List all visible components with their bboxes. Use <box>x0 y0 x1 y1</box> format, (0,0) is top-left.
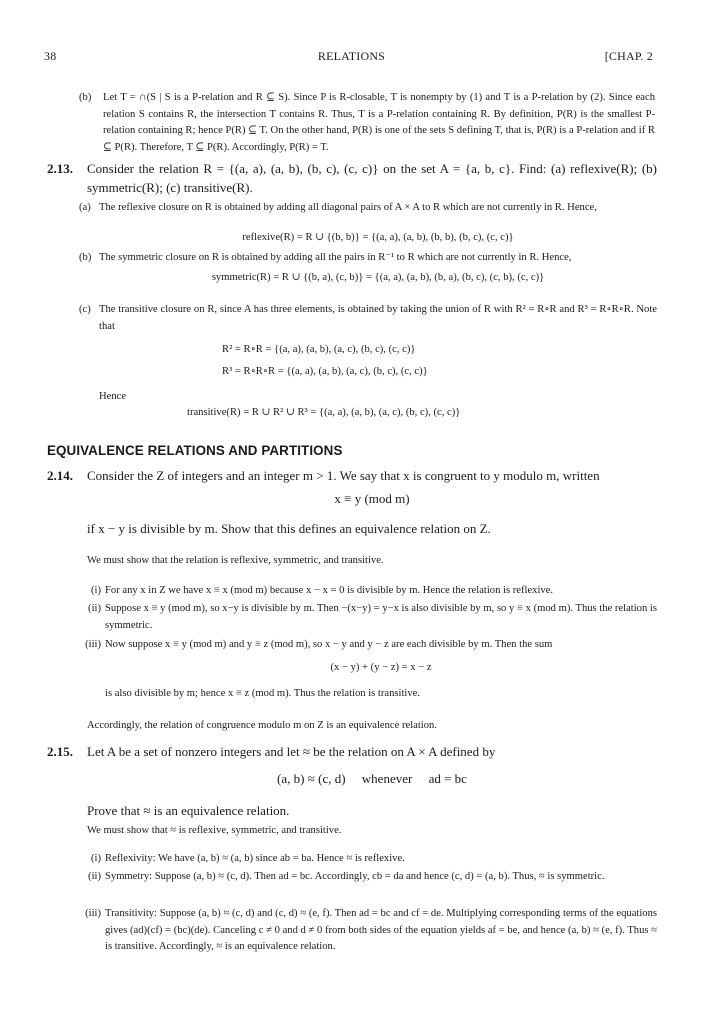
p214-question-cont: if x − y is divisible by m. Show that this defines an equivalence relation on Z. <box>87 521 491 536</box>
p215-question: Let A be a set of nonzero integers and let ≈ be the relation on A × A defined by <box>87 744 496 759</box>
p214-iii-text: Now suppose x ≡ y (mod m) and y ≡ z (mod m), so x − y and y − z are each divisible by m. Then the sum <box>105 639 553 650</box>
section-heading: EQUIVALENCE RELATIONS AND PARTITIONS <box>47 443 343 458</box>
p215-ii-label: (ii) <box>88 871 101 882</box>
p214-iii-label: (iii) <box>85 639 101 650</box>
p213-number: 2.13. <box>47 161 73 176</box>
p214-intro: We must show that the relation is reflexive, symmetric, and transitive. <box>87 555 384 566</box>
p214-iii-cont: is also divisible by m; hence x ≡ z (mod m). Thus the relation is transitive. <box>105 688 421 699</box>
p215-i-label: (i) <box>91 853 101 864</box>
p213-c-equation-r3: R³ = R∘R∘R = {(a, a), (a, b), (a, c), (b, c), (c, c)} <box>222 366 428 377</box>
p213-question: Consider the relation R = {(a, a), (a, b), (b, c), (c, c)} on the set A = {a, b, c}. Find: (a) reflexive(R); (b) symmetric(R); (c) transitive(R). <box>87 161 657 195</box>
p213-a-text: The reflexive closure on R is obtained by adding all diagonal pairs of A × A to R which are not currently in R. Hence, <box>99 202 597 213</box>
p214-i-label: (i) <box>91 585 101 596</box>
p214-conclusion: Accordingly, the relation of congruence modulo m on Z is an equivalence relation. <box>87 720 437 731</box>
p212b-text: Let T = ∩(S | S is a P-relation and R ⊆ S). Since P is R-closable, T is nonempty by (1) and T is a P-relation by (2). Since each relation S contains R, the intersection T contains R. Thus, T is a P-relation containing R. By definition, P(R) is the smallest P-relation containing R; hence P(R) ⊆ T. On the other hand, P(R) is one of the sets S defining T, that is, P(R) is a P-relation and if R ⊆ P(R). Therefore, T ⊆ P(R). Accordingly, P(R) = T. <box>103 92 655 153</box>
p213-hence: Hence <box>99 391 127 402</box>
p215-intro: We must show that ≈ is reflexive, symmetric, and transitive. <box>87 825 342 836</box>
page-number: 38 <box>44 49 57 63</box>
running-title: RELATIONS <box>317 49 386 63</box>
p214-i-text: For any x in Z we have x ≡ x (mod m) because x − x = 0 is divisible by m. Hence the relation is reflexive. <box>105 585 554 596</box>
p213-b-label: (b) <box>79 252 92 263</box>
p213-b-text: The symmetric closure on R is obtained by adding all the pairs in R⁻¹ to R which are not currently in R. Hence, <box>99 252 572 263</box>
p214-ii-text: Suppose x ≡ y (mod m), so x−y is divisible by m. Then −(x−y) = y−x is also divisible by m, so y ≡ x (mod m). Thus the relation is symmetric. <box>105 603 657 631</box>
p215-number: 2.15. <box>47 744 73 759</box>
p213-a-label: (a) <box>79 202 91 213</box>
p213-c-text: The transitive closure on R, since A has three elements, is obtained by taking the union of R with R² = R∘R and R³ = R∘R∘R. Note that <box>99 304 657 332</box>
p215-question-cont: Prove that ≈ is an equivalence relation. <box>87 803 290 818</box>
p213-b-equation: symmetric(R) = R ∪ {(b, a), (c, b)} = {(a, a), (a, b), (b, a), (b, c), (c, b), (c, c)} <box>211 272 545 283</box>
p215-i-text: Reflexivity: We have (a, b) ≈ (a, b) since ab = ba. Hence ≈ is reflexive. <box>105 853 405 864</box>
p215-iii-label: (iii) <box>85 908 101 919</box>
p214-ii-label: (ii) <box>88 603 101 614</box>
p214-iii-equation: (x − y) + (y − z) = x − z <box>330 662 432 673</box>
p213-c-equation-r2: R² = R∘R = {(a, a), (a, b), (a, c), (b, c), (c, c)} <box>222 344 416 355</box>
p215-equation: (a, b) ≈ (c, d) whenever ad = bc <box>277 771 467 786</box>
p215-ii-text: Symmetry: Suppose (a, b) ≈ (c, d). Then ad = bc. Accordingly, cb = da and hence (c, d) = (a, b). Thus, ≈ is symmetric. <box>105 871 605 882</box>
p214-question: Consider the Z of integers and an integer m > 1. We say that x is congruent to y modulo m, written <box>87 468 600 483</box>
p213-c-equation-transitive: transitive(R) = R ∪ R² ∪ R³ = {(a, a), (a, b), (a, c), (b, c), (c, c)} <box>187 407 461 418</box>
p214-equation: x ≡ y (mod m) <box>334 491 410 506</box>
p213-c-label: (c) <box>79 304 91 315</box>
p213-a-equation: reflexive(R) = R ∪ {(b, b)} = {(a, a), (a, b), (b, b), (b, c), (c, c)} <box>242 232 514 243</box>
chapter-label: [CHAP. 2 <box>604 49 653 63</box>
p214-number: 2.14. <box>47 468 73 483</box>
p212b-label: (b) <box>79 92 92 103</box>
p215-iii-text: Transitivity: Suppose (a, b) ≈ (c, d) and (c, d) ≈ (e, f). Then ad = bc and cf = de. Multiplying corresponding terms of the equations gives (ad)(cf) = (bc)(de). Canceling c ≠ 0 and d ≠ 0 from both sides of the equation yields af = be, and hence (a, b) ≈ (e, f). Thus ≈ is transitive. Accordingly, ≈ is an equivalence relation. <box>105 908 657 952</box>
